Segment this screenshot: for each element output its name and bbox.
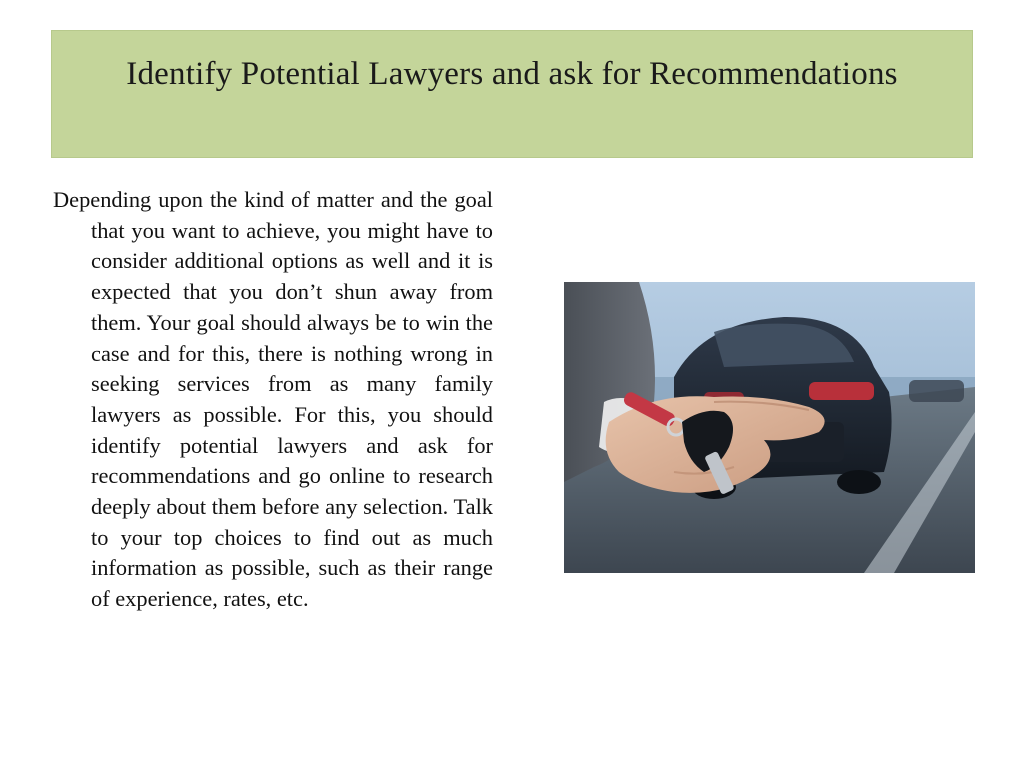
- car-key-photo: [564, 282, 975, 573]
- slide-body-text: Depending upon the kind of matter and the goal that you want to achieve, you might have to consider additional options as well and it is expected that you don’t shun away from them. Your goal should always be to win the case and for this, there is nothing wrong in seeking services from as many family lawyers as possible. For this, you should identify potential lawyers and ask for recommendations and go online to research deeply about them before any selection. Talk to your top choices to find out as much information as possible, such as their range of experience, rates, etc.: [53, 187, 493, 612]
- slide-title-bar: [51, 30, 973, 158]
- slide-title: Identify Potential Lawyers and ask for Recommendations: [126, 56, 898, 92]
